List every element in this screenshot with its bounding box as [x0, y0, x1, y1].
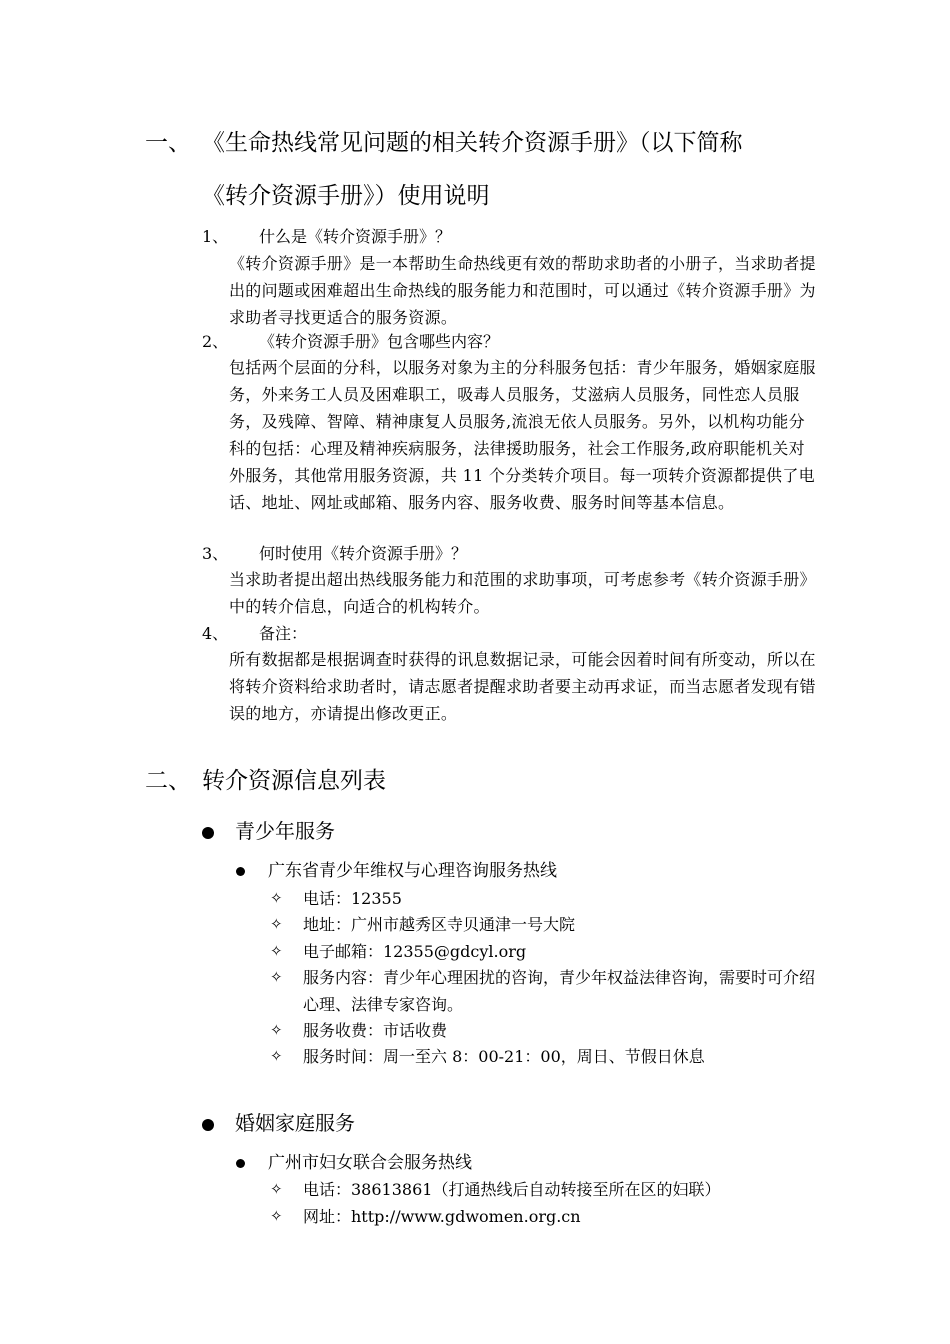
question-number: 3、	[202, 544, 229, 563]
filled-circle-icon	[236, 867, 245, 876]
section1-heading	[145, 128, 845, 158]
question-title: 《转介资源手册》包含哪些内容？	[259, 332, 500, 351]
four-pointed-star-icon: ✧	[270, 915, 283, 933]
section2-heading	[145, 766, 845, 796]
four-pointed-star-icon: ✧	[270, 889, 283, 907]
question-3-body: 当求助者提出超出热线服务能力和范围的求助事项，可考虑参考《转介资源手册》中的转介信息，向适合的机构转介。	[229, 570, 816, 616]
filled-circle-icon	[236, 1159, 245, 1168]
question-2-body: 包括两个层面的分科，以服务对象为主的分科服务包括：青少年服务，婚姻家庭服务，外来务工人员及困难职工，吸毒人员服务，艾滋病人员服务，同性恋人员服务，及残障、智障、精神康复人员服务,流浪无依人员服务。另外，以机构功能分科的包括：心理及精神疾病服务，法律援助服务，社会工作服务,政府职能机关对外服务，其他常用服务资源，共 11 个分类转介项目。每一项转介资源都提供了电话、地址、网址或邮箱、服务内容、服务收费、服务时间等基本信息。	[229, 358, 816, 512]
section2-number: 二、	[145, 768, 191, 794]
four-pointed-star-icon: ✧	[270, 1021, 283, 1039]
question-title: 什么是《转介资源手册》？	[259, 227, 452, 246]
org-name: 广州市妇女联合会服务热线	[268, 1153, 472, 1173]
question-1-body: 《转介资源手册》是一本帮助生命热线更有效的帮助求助者的小册子，当求助者提出的问题或困难超出生命热线的服务能力和范围时，可以通过《转介资源手册》为求助者寻找更适合的服务资源。	[229, 254, 816, 327]
question-title: 备注：	[259, 624, 308, 643]
question-number: 4、	[202, 624, 229, 643]
section1-heading-cont	[145, 181, 845, 211]
question-number: 2、	[202, 332, 229, 351]
filled-circle-icon	[202, 827, 214, 839]
question-number: 1、	[202, 227, 229, 246]
filled-circle-icon	[202, 1119, 214, 1131]
four-pointed-star-icon: ✧	[270, 1047, 283, 1065]
item-text: 网址：http://www.gdwomen.org.cn	[303, 1207, 581, 1226]
section1-number: 一、	[145, 130, 191, 156]
category-name: 青少年服务	[235, 819, 335, 843]
org-name: 广东省青少年维权与心理咨询服务热线	[268, 861, 557, 881]
item-text: 电话：12355	[303, 889, 402, 908]
four-pointed-star-icon: ✧	[270, 942, 283, 960]
section1-title-line2: 《转介资源手册》）使用说明	[202, 183, 490, 209]
item-text: 地址：广州市越秀区寺贝通津一号大院	[303, 915, 576, 934]
item-text: 电话：38613861（打通热线后自动转接至所在区的妇联）	[303, 1180, 721, 1199]
item-text: 服务时间：周一至六 8：00-21：00，周日、节假日休息	[303, 1047, 705, 1066]
item-text: 服务收费：市话收费	[303, 1021, 448, 1040]
item-text: 电子邮箱：12355@gdcyl.org	[303, 942, 527, 961]
four-pointed-star-icon: ✧	[270, 1207, 283, 1225]
four-pointed-star-icon: ✧	[270, 1180, 283, 1198]
question-4-body: 所有数据都是根据调查时获得的讯息数据记录，可能会因着时间有所变动，所以在将转介资料给求助者时，请志愿者提醒求助者要主动再求证，而当志愿者发现有错误的地方，亦请提出修改更正。	[229, 650, 816, 723]
category-name: 婚姻家庭服务	[235, 1111, 355, 1135]
four-pointed-star-icon: ✧	[270, 968, 283, 986]
section2-title: 转介资源信息列表	[202, 768, 386, 794]
question-title: 何时使用《转介资源手册》？	[259, 544, 468, 563]
section1-title-line1: 《生命热线常见问题的相关转介资源手册》（以下简称	[202, 130, 743, 156]
item-text: 服务内容：青少年心理困扰的咨询，青少年权益法律咨询，需要时可介绍心理、法律专家咨询。	[303, 968, 816, 1014]
